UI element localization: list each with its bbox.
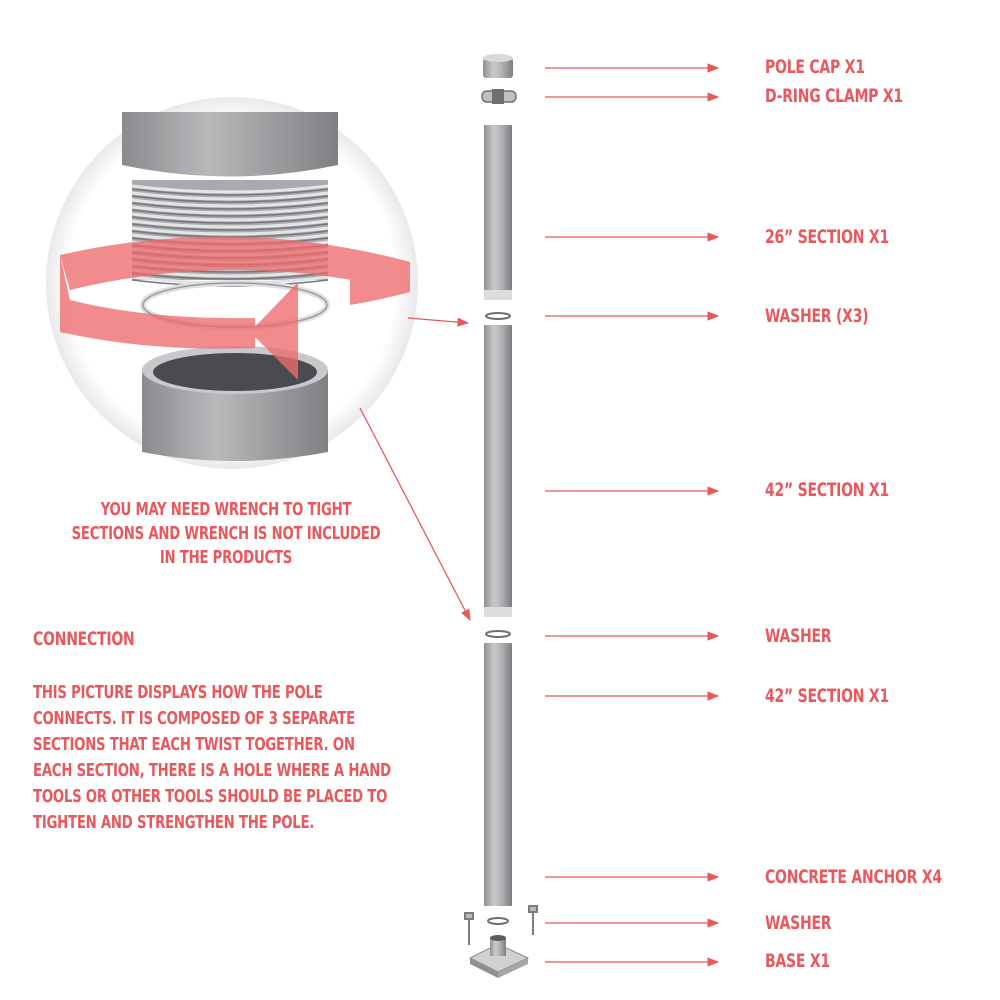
washer-base-part [488,918,508,924]
base-plate-part [470,935,528,978]
label-pole-cap: POLE CAP X1 [765,56,865,78]
label-42-section-bottom: 42” SECTION X1 [765,685,889,707]
leader-arrows [360,68,718,962]
washer-mid-part [486,631,510,637]
26-section-part [484,125,512,300]
connection-title: CONNECTION [33,628,135,650]
label-washer-mid: WASHER [765,625,832,647]
label-base: BASE X1 [765,950,830,972]
label-d-ring-clamp: D-RING CLAMP X1 [765,85,903,107]
washer-part [486,313,510,319]
wrench-note: YOU MAY NEED WRENCH TO TIGHT SECTIONS AND WRENCH IS NOT INCLUDED IN THE PRODUCTS [71,499,381,568]
joint-pointer-arrow [408,318,468,323]
42-section-bottom-part [484,643,512,906]
d-ring-clamp-part [482,89,516,104]
42-section-top-part [484,325,512,617]
label-concrete-anchor: CONCRETE ANCHOR X4 [765,866,942,888]
connection-description: THIS PICTURE DISPLAYS HOW THE POLE CONNECTS. IT IS COMPOSED OF 3 SEPARATE SECTIONS THAT EACH TWIST TOGETHER. ON EACH SECTION, THERE IS A HOLE WHERE A HAND TOOLS OR OTHER TOOLS SHOULD BE PLACED TO TIGHTEN AND STRENGTHEN THE POLE. [33,682,391,833]
label-washer-x3: WASHER (X3) [765,305,869,327]
label-42-section-top: 42” SECTION X1 [765,479,889,501]
label-26-section: 26” SECTION X1 [765,226,889,248]
label-washer-base: WASHER [765,912,832,934]
pole-cap-part [483,54,513,78]
pole-assembly [465,54,537,978]
